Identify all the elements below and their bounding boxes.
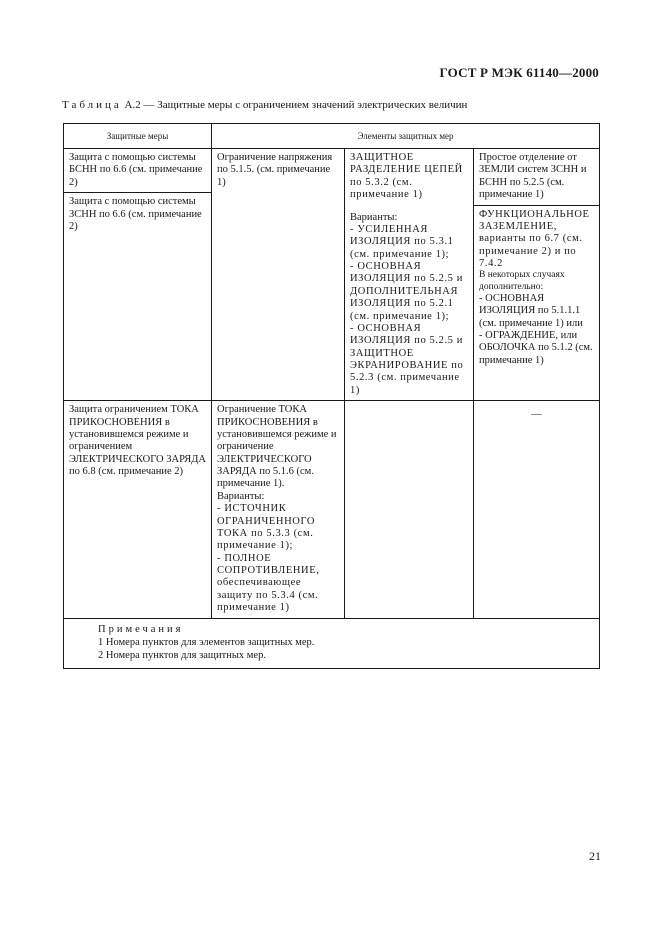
note-2: 2 Номера пунктов для защитных мер. [98, 649, 266, 661]
some-cases-text: В некоторых случаях дополнительно: [479, 270, 565, 292]
cell-current-limit-elements [212, 401, 345, 618]
protective-measures-table [63, 123, 600, 669]
variants-label: Варианты: [217, 490, 265, 502]
cell-empty [345, 401, 474, 618]
current-limit-main: Ограничение ТОКА ПРИКОСНОВЕНИЯ в установившемся режиме и ограничение ЭЛЕКТРИЧЕСКОГО ЗАРЯДА по 5.1.6 (см. примечание 1). [217, 404, 337, 490]
notes-title: Примечания [98, 623, 184, 635]
table-caption-label: Таблица [62, 99, 122, 111]
voltage-limit-text: Ограничение напряжения по 5.1.5. (см. примечание 1) [217, 152, 333, 188]
table-caption [62, 99, 467, 111]
variants-label: Варианты: [350, 211, 398, 223]
protective-separation-title: ЗАЩИТНОЕ РАЗДЕЛЕНИЕ ЦЕПЕЙ по 5.3.2 (см. примечание 1) [350, 152, 463, 201]
variant-reinforced-insulation: - УСИЛЕННАЯ ИЗОЛЯЦИЯ по 5.3.1 (см. примечание 1); [350, 223, 454, 260]
note-1: 1 Номера пунктов для элементов защитных мер. [98, 636, 315, 648]
cell-voltage-limit [212, 149, 345, 401]
measure-current-limit-text: Защита ограничением ТОКА ПРИКОСНОВЕНИЯ в установившемся режиме и ограничением ЭЛЕКТРИЧЕСКОГО ЗАРЯДА по 6.8 (см. примечание 2) [69, 404, 206, 477]
table-header-row [64, 124, 600, 149]
cell-dash [474, 401, 600, 618]
variant-basic-insulation: - ОСНОВНАЯ ИЗОЛЯЦИЯ по 5.1.1.1 (см. примечание 1) или [479, 292, 583, 329]
table-row [64, 149, 600, 401]
cell-protective-separation [345, 149, 474, 401]
cell-measure-current-limit [64, 401, 212, 618]
variant-limited-current-source: - ИСТОЧНИК ОГРАНИЧЕННОГО ТОКА по 5.3.3 (см. примечание 1); [217, 503, 316, 552]
document-header: ГОСТ Р МЭК 61140—2000 [439, 65, 599, 80]
variant-basic-plus-supplementary: - ОСНОВНАЯ ИЗОЛЯЦИЯ по 5.2.5 и ДОПОЛНИТЕЛЬНАЯ ИЗОЛЯЦИЯ по 5.2.1 (см. примечание 1); [350, 261, 463, 322]
variant-protective-impedance: - ПОЛНОЕ СОПРОТИВЛЕНИЕ, обеспечивающее защиту по 5.3.4 (см. примечание 1) [217, 552, 320, 614]
variant-basic-plus-screening: - ОСНОВНАЯ ИЗОЛЯЦИЯ по 5.2.5 и ЗАЩИТНОЕ ЭКРАНИРОВАНИЕ по 5.2.3 (см. примечание 1) [350, 322, 464, 396]
table-caption-text: А.2 — Защитные меры с ограничением значений электрических величин [124, 99, 468, 111]
dash-text: — [531, 409, 542, 421]
cell-earth-separation [474, 149, 600, 401]
page-number: 21 [589, 849, 601, 863]
cell-notes [64, 618, 600, 668]
measure-bsnn: Защита с помощью системы БСНН по 6.6 (см. примечание 2) [69, 152, 203, 188]
variant-barrier-enclosure: - ОГРАЖДЕНИЕ, или ОБОЛОЧКА по 5.1.2 (см. примечание 1) [479, 329, 593, 366]
table-row [64, 401, 600, 618]
functional-earthing-text: ФУНКЦИОНАЛЬНОЕ ЗАЗЕМЛЕНИЕ, варианты по 6.7 (см. примечание 2) и по 7.4.2 [479, 208, 590, 269]
cell-measure-sets [64, 149, 212, 401]
measure-zsnn: Защита с помощью системы ЗСНН по 6.6 (см. примечание 2) [69, 196, 202, 232]
notes-row [64, 618, 600, 668]
col-header-measures: Защитные меры [64, 124, 212, 149]
simple-separation-text: Простое отделение от ЗЕМЛИ систем ЗСНН и БСНН по 5.2.5 (см. примечание 1) [479, 152, 587, 201]
col-header-elements: Элементы защитных мер [212, 124, 600, 149]
